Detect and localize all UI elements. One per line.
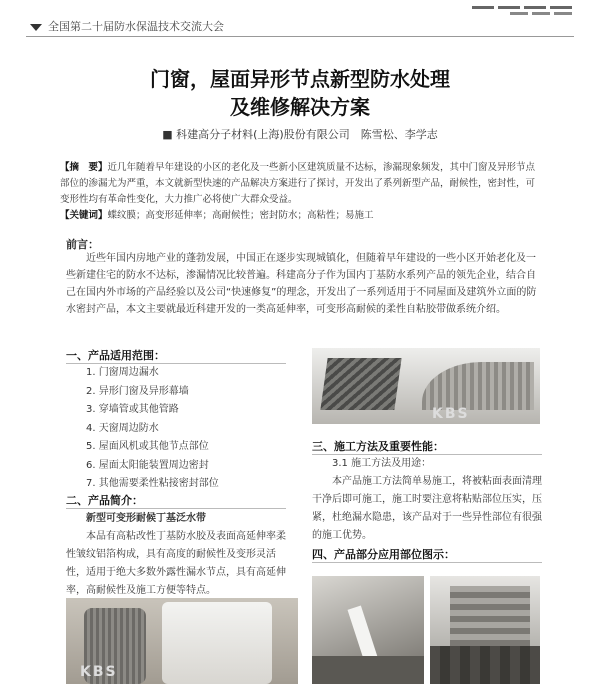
list-item: 6. 屋面太阳能装置周边密封 (86, 459, 209, 471)
title-line-2: 及维修解决方案 (230, 95, 370, 119)
section2-subtitle: 新型可变形耐候丁基泛水带 (86, 513, 206, 524)
application-photo-2 (430, 576, 540, 684)
title-line-1: 门窗，屋面异形节点新型防水处理 (150, 67, 450, 91)
section4-heading: 四、产品部分应用部位图示： (312, 548, 455, 561)
corrugated-sheet (320, 358, 401, 410)
list-item: 4. 天窗周边防水 (86, 422, 159, 434)
roof-shingles (430, 646, 540, 684)
foil-roll (422, 362, 534, 410)
corner-decoration-2 (510, 12, 572, 15)
header-rule (26, 36, 574, 37)
section1-list (86, 364, 286, 494)
photo-watermark-2: KBS (432, 406, 470, 422)
list-item: 2. 异形门窗及异形幕墙 (86, 385, 189, 397)
roof-surface (312, 656, 424, 684)
corner-decoration (472, 6, 572, 9)
product-foil-sheet (162, 602, 272, 684)
list-item: 3. 穿墙管或其他管路 (86, 404, 179, 415)
roof-flashing (450, 586, 530, 646)
triangle-icon (30, 24, 42, 31)
keywords-text: 蝶纹膜；高变形延伸率；高耐候性；密封防水；高粘性；易施工 (107, 210, 374, 221)
product-rolls-photo (66, 598, 298, 684)
section1-heading: 一、产品适用范围： (66, 349, 165, 362)
section4-rule (312, 562, 542, 563)
photo-watermark: KBS (80, 664, 118, 680)
abstract-text: 近几年随着早年建设的小区的老化及一些新小区建筑质量不达标，渗漏现象频发，其中门窗及异形节点部位的渗漏尤为严重，本文就新型快速的产品解决方案进行了探讨，开发出了系列新型产品，耐候性，密封性，可变形性均有革命性变化，大力推广必将使广大群众受益。 (60, 162, 536, 205)
section3-text: 本产品施工方法简单易施工，将被粘面表面清理干净后即可施工，施工时要注意将粘贴部位压实，压紧，杜绝漏水隐患，该产品对于一些异性部位有很强的施工优势。 (312, 476, 542, 541)
keywords-label: 【关键词】 (60, 210, 108, 221)
abstract (60, 160, 542, 224)
section2-rule (66, 508, 286, 509)
list-item: 7. 其他需要柔性粘接密封部位 (86, 478, 219, 489)
list-item: 1. 门窗周边漏水 (86, 367, 159, 378)
authors: ■ 科建高分子材料(上海)股份有限公司 陈雪松、李学志 (162, 128, 438, 141)
roof-roll-photo (312, 348, 540, 424)
application-photo-1 (312, 576, 424, 684)
preface-heading: 前言： (66, 238, 99, 251)
section2-heading: 二、产品简介： (66, 494, 143, 507)
section3-heading: 三、施工方法及重要性能： (312, 440, 444, 453)
conference-header: 全国第二十届防水保温技术交流大会 (30, 18, 224, 34)
section2-text: 本品有高粘改性丁基防水胶及表面高延伸率柔性皱纹铝箔构成，具有高度的耐候性及变形灵活性，适用于绝大多数外露性漏水节点，具有高延伸率，高耐候性及施工方便等特点。 (66, 531, 286, 596)
preface-text: 近些年国内房地产业的蓬勃发展，中国正在逐步实现城镇化，但随着早年建设的一些小区开始老化及一些新建住宅的防水不达标，渗漏情况比较普遍。科建高分子作为国内丁基防水系列产品的领先企业，结合自己在国内外市场的产品经验以及公司“快速修复”的理念，开发出了一系列适用于不同屋面及建筑外立面的防水密封产品，本文主要就最近科建开发的一类高延伸率，可变形高耐候的柔性自粘胶带做系统介绍。 (66, 253, 537, 315)
list-item: 5. 屋面风机或其他节点部位 (86, 441, 209, 452)
abstract-label: 【摘 要】 (60, 162, 108, 173)
section3-subheading: 3.1 施工方法及用途： (332, 458, 432, 469)
